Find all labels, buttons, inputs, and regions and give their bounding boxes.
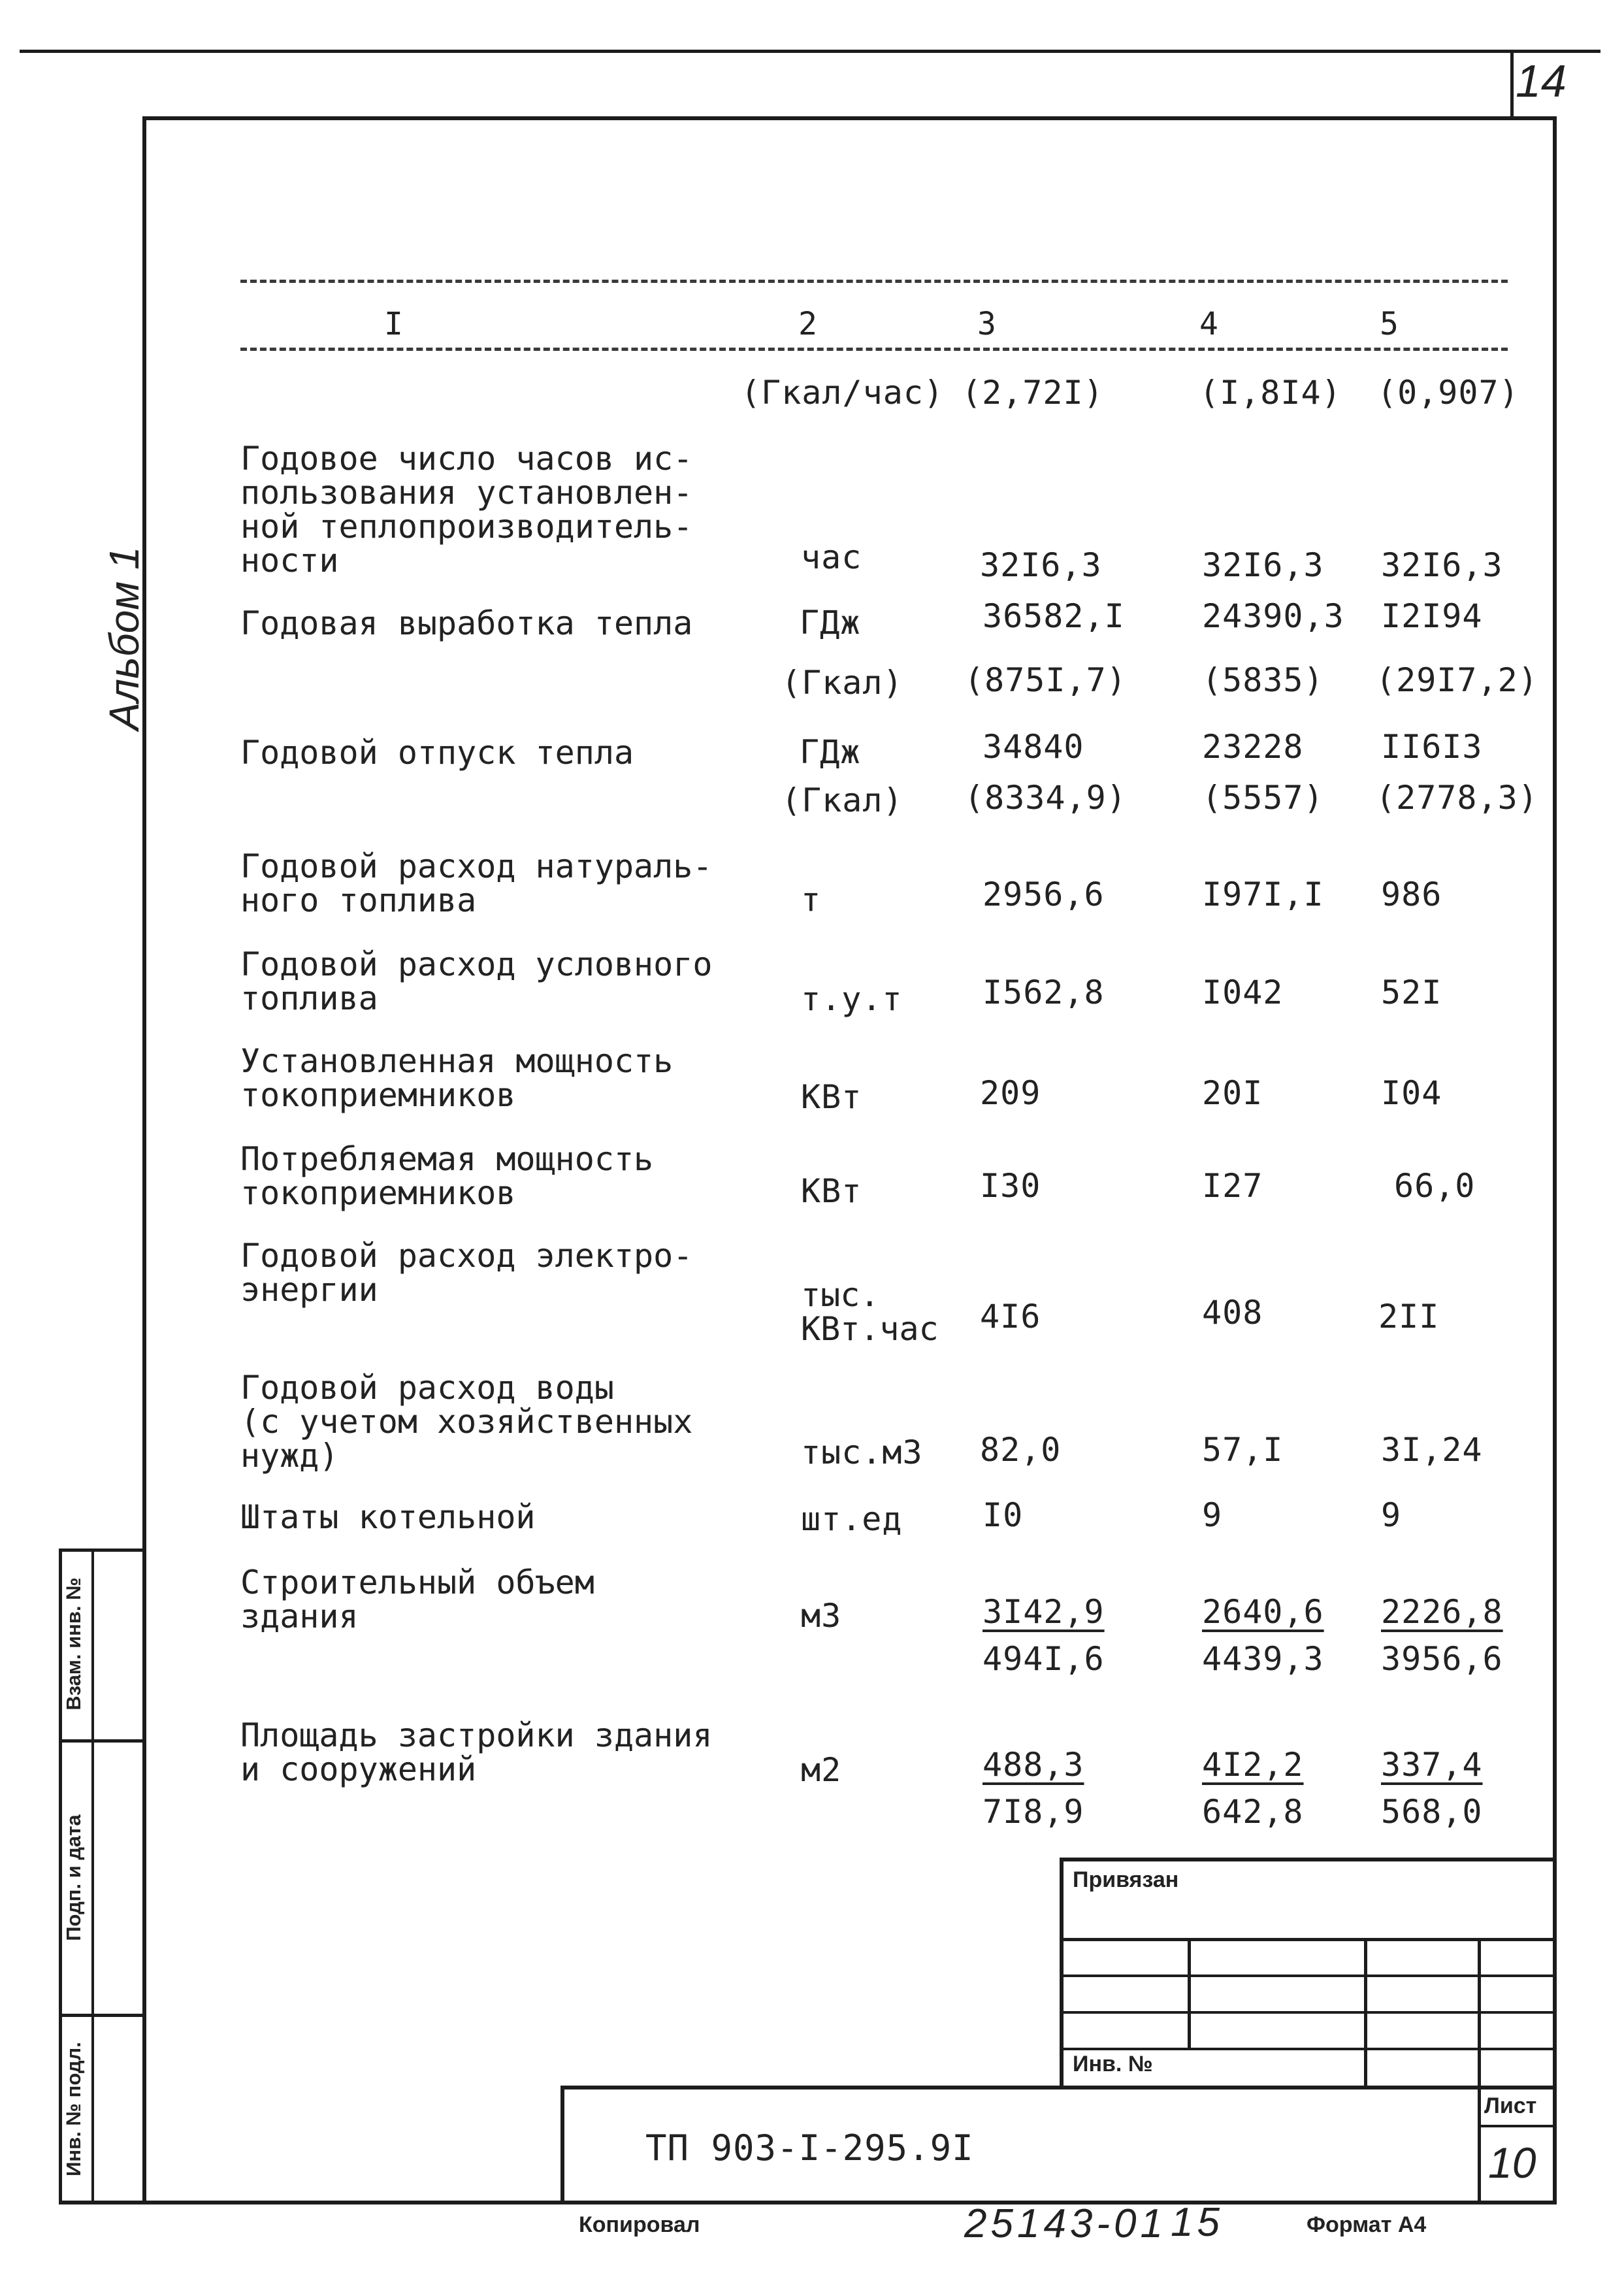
- row-unit: т.у.т: [801, 980, 903, 1018]
- tb-grid-h3: [1060, 2011, 1557, 2014]
- sheet-corner-number: 14: [1516, 56, 1567, 107]
- row-v3: 36582,I: [983, 597, 1125, 635]
- row-name: Штаты котельной: [240, 1498, 536, 1536]
- row-v3: I0: [983, 1496, 1024, 1534]
- col-header-5: 5: [1380, 306, 1399, 342]
- corner-box-left: [1510, 50, 1514, 119]
- top-rule: [20, 50, 1600, 53]
- side-strip-sep-2: [59, 1739, 146, 1743]
- row-v3-denominator: 7I8,9: [983, 1793, 1084, 1831]
- row-name: Потребляемая мощность токоприемников: [240, 1140, 654, 1212]
- footer-format: Формат А4: [1307, 2212, 1427, 2237]
- row-v4: 20I: [1202, 1074, 1263, 1112]
- row-v3: 209: [980, 1074, 1041, 1112]
- row-v5-numerator: 2226,8: [1381, 1593, 1503, 1631]
- frame-right: [1553, 116, 1557, 2204]
- row-name: Годовой расход электро- энергии: [240, 1237, 693, 1309]
- tb-attached-top: [1060, 1858, 1557, 1861]
- row-v3: 34840: [983, 728, 1084, 766]
- row-name: Установленная мощность токоприемников: [240, 1042, 674, 1114]
- row-v3-numerator: 3I42,9: [983, 1593, 1105, 1631]
- frame-top: [142, 116, 1557, 120]
- row-v3: 82,0: [980, 1431, 1062, 1469]
- row-name: Годовой расход воды (с учетом хозяйственных нужд): [240, 1369, 693, 1475]
- row-v5: I04: [1381, 1074, 1442, 1112]
- row-name: Годовая выработка тепла: [240, 604, 693, 642]
- footer-order-sheet: 15: [1171, 2200, 1224, 2245]
- row-name: Годовой расход условного топлива: [240, 945, 713, 1017]
- header-rule-bottom: [240, 348, 1508, 351]
- row-v3: (8334,9): [964, 779, 1127, 817]
- side-strip-mid: [91, 1548, 94, 2204]
- units-row-v5: (0,907): [1377, 374, 1519, 412]
- row-v5: 9: [1381, 1496, 1402, 1534]
- row-v5: (29I7,2): [1376, 661, 1538, 699]
- row-unit: м2: [801, 1751, 842, 1789]
- tb-sheet-number: 10: [1488, 2138, 1536, 2187]
- row-v5: 66,0: [1394, 1167, 1476, 1205]
- tb-grid-h1: [1060, 1938, 1557, 1941]
- row-v5: (2778,3): [1376, 779, 1538, 817]
- row-v4: 408: [1202, 1294, 1263, 1332]
- row-v4: (5557): [1202, 779, 1324, 817]
- row-v3: 2956,6: [983, 876, 1105, 913]
- row-v5: II6I3: [1381, 728, 1483, 766]
- row-v3: 4I6: [980, 1298, 1041, 1335]
- col-header-4: 4: [1199, 306, 1218, 342]
- frame-left: [142, 116, 146, 2204]
- row-unit: ГДж: [800, 733, 861, 771]
- row-v4-numerator: 2640,6: [1202, 1593, 1324, 1631]
- tb-grid-h2: [1060, 1974, 1557, 1977]
- row-v3: (875I,7): [964, 661, 1127, 699]
- row-unit: (Гкал): [781, 664, 903, 702]
- units-row-v4: (I,8I4): [1199, 374, 1342, 412]
- row-v4: 9: [1202, 1496, 1223, 1534]
- row-v4: (5835): [1202, 661, 1324, 699]
- row-v4-numerator: 4I2,2: [1202, 1746, 1304, 1784]
- units-row-unit: (Гкал/час): [741, 374, 945, 412]
- tb-main-top: [560, 2086, 1557, 2089]
- row-unit: час: [801, 538, 862, 576]
- row-unit: КВт: [801, 1078, 862, 1116]
- row-unit: шт.ед: [801, 1500, 903, 1538]
- row-name: Годовой отпуск тепла: [240, 734, 634, 772]
- col-header-2: 2: [798, 306, 817, 342]
- row-unit: т: [801, 881, 822, 919]
- row-unit: тыс. КВт.час: [801, 1276, 939, 1348]
- row-v4: I27: [1202, 1167, 1263, 1205]
- units-row-v3: (2,72I): [962, 374, 1104, 412]
- row-v3: I30: [980, 1167, 1041, 1205]
- row-unit: м3: [801, 1597, 842, 1635]
- row-unit: КВт: [801, 1172, 862, 1210]
- row-name: Площадь застройки здания и сооружений: [240, 1716, 713, 1788]
- side-label-vzam: Взам. инв. №: [62, 1577, 85, 1711]
- row-v4-denominator: 642,8: [1202, 1793, 1304, 1831]
- row-unit: (Гкал): [781, 781, 903, 819]
- tb-grid-v1: [1188, 1938, 1191, 2050]
- col-header-3: 3: [977, 306, 996, 342]
- row-unit: ГДж: [800, 604, 861, 642]
- row-v4: I97I,I: [1202, 876, 1324, 913]
- row-v4: 23228: [1202, 728, 1304, 766]
- row-v4: 32I6,3: [1202, 546, 1324, 584]
- tb-attached-label: Привязан: [1073, 1867, 1179, 1892]
- row-v4: 24390,3: [1202, 597, 1344, 635]
- row-v4: 57,I: [1202, 1431, 1284, 1469]
- row-v5: 3I,24: [1381, 1431, 1483, 1469]
- tb-grid-h4: [1060, 2048, 1557, 2050]
- row-v5: 986: [1381, 876, 1442, 913]
- tb-sheet-sep: [1478, 2125, 1557, 2127]
- row-v4-denominator: 4439,3: [1202, 1640, 1324, 1678]
- row-name: Годовое число часов ис- пользования установлен- ной теплопроизводитель- ности: [240, 440, 693, 580]
- frame-bottom: [59, 2201, 1557, 2204]
- tb-sheet-label: Лист: [1484, 2093, 1537, 2118]
- row-v5: 52I: [1381, 974, 1442, 1011]
- tb-grid-v2: [1364, 1938, 1367, 2088]
- row-v5: 2II: [1378, 1298, 1440, 1335]
- row-unit: тыс.м3: [801, 1434, 923, 1471]
- tb-inv-no-label: Инв. №: [1073, 2052, 1153, 2076]
- row-v5-denominator: 568,0: [1381, 1793, 1483, 1831]
- tb-doc-code: ТП 903-I-295.9I: [645, 2127, 974, 2169]
- tb-main-left: [560, 2086, 564, 2204]
- header-rule-top: [240, 280, 1508, 283]
- row-v3-numerator: 488,3: [983, 1746, 1084, 1784]
- row-v5-denominator: 3956,6: [1381, 1640, 1503, 1678]
- side-label-inv-podl: Инв. № подл.: [62, 2042, 85, 2176]
- side-label-podp: Подп. и дата: [62, 1814, 85, 1941]
- row-name: Годовой расход натураль- ного топлива: [240, 847, 713, 919]
- col-header-1: I: [384, 306, 403, 342]
- row-v5: 32I6,3: [1381, 546, 1503, 584]
- row-v3: 32I6,3: [980, 546, 1102, 584]
- tb-attached-left: [1060, 1858, 1064, 2088]
- album-label: Альбом 1: [101, 546, 148, 730]
- footer-order-no: 25143-01: [964, 2201, 1167, 2246]
- row-v3-denominator: 494I,6: [983, 1640, 1105, 1678]
- footer-copied: Копировал: [579, 2212, 700, 2237]
- row-v4: I042: [1202, 974, 1284, 1011]
- tb-grid-v3: [1478, 1938, 1481, 2204]
- row-v5-numerator: 337,4: [1381, 1746, 1483, 1784]
- row-v5: I2I94: [1381, 597, 1483, 635]
- row-v3: I562,8: [983, 974, 1105, 1011]
- row-name: Строительный объем здания: [240, 1564, 594, 1635]
